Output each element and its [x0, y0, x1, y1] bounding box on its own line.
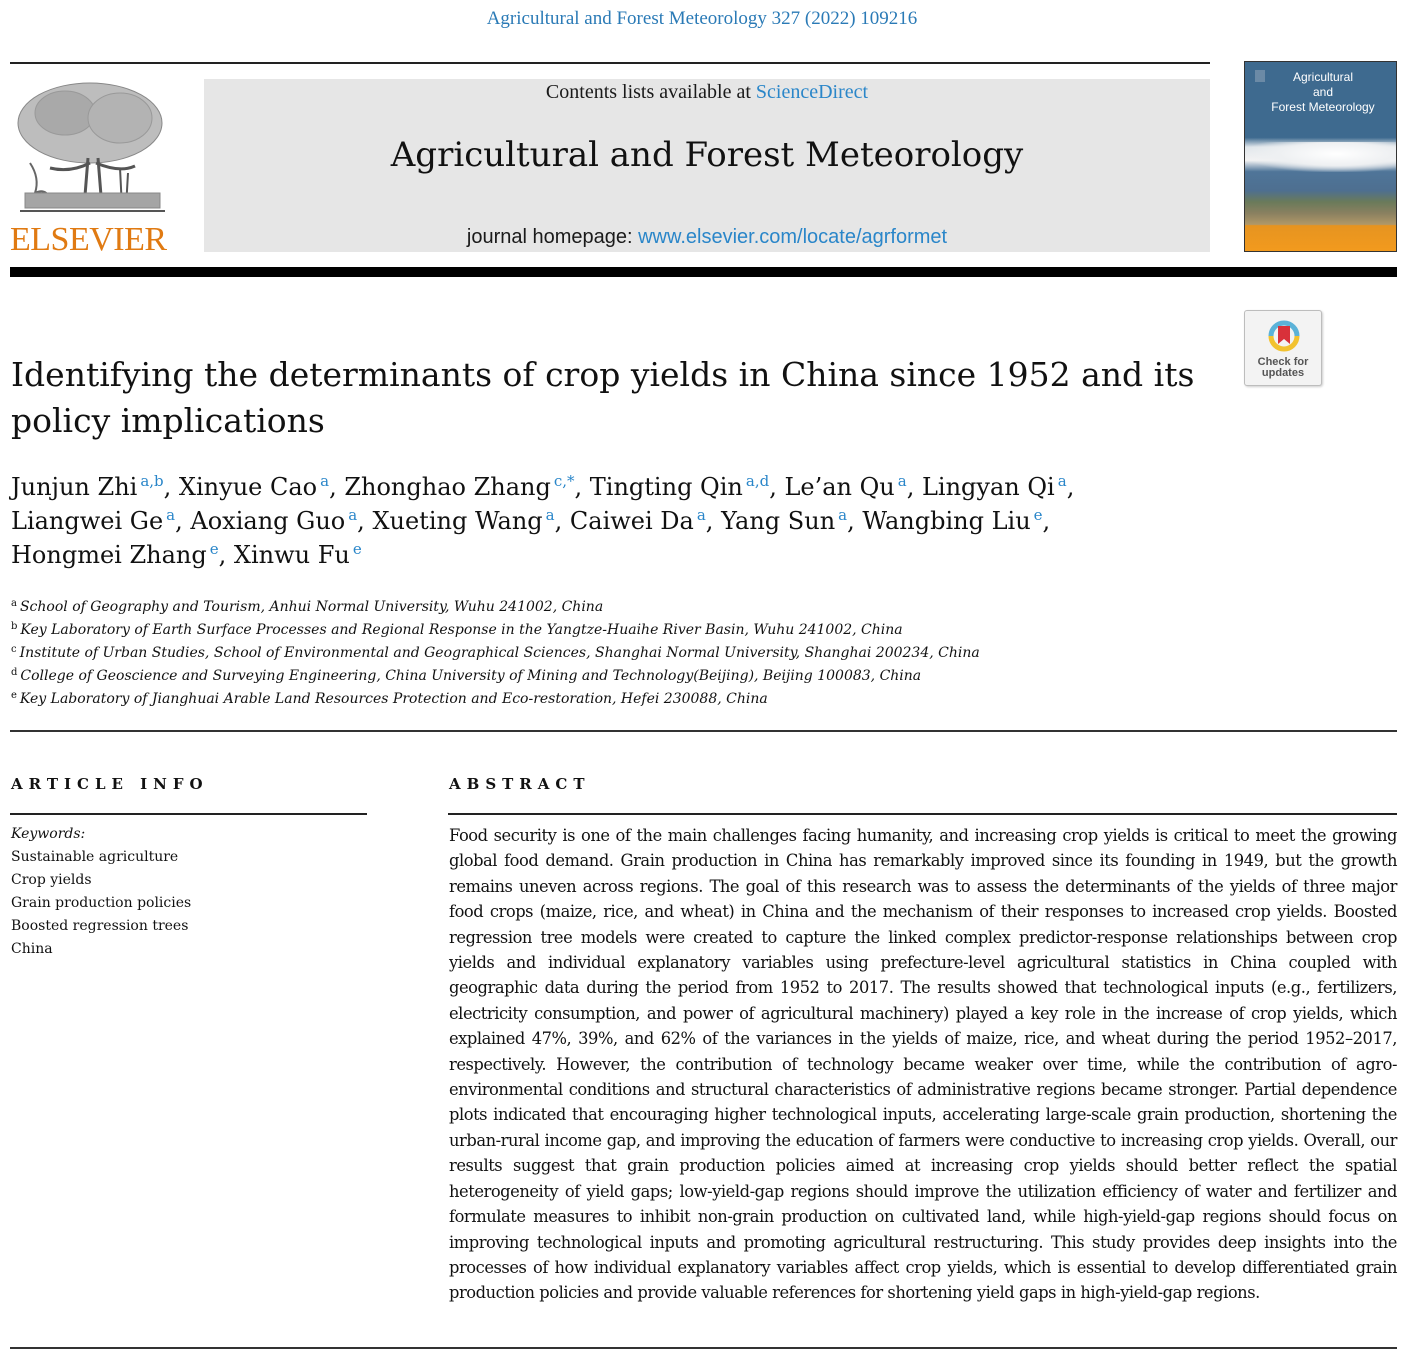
- author-line: Hongmei Zhang $^e$, Xinwu Fu $^e$: [11, 540, 362, 569]
- affiliation-marker[interactable]: e: [352, 540, 362, 558]
- affiliation-marker[interactable]: e: [209, 540, 219, 558]
- affiliation-marker[interactable]: c,*: [553, 472, 575, 490]
- journal-name: Agricultural and Forest Meteorology: [390, 135, 1024, 175]
- affiliation-marker[interactable]: e: [1033, 506, 1043, 524]
- author[interactable]: Wangbing Liu $^e$: [862, 506, 1043, 535]
- author[interactable]: Xueting Wang $^a$: [372, 506, 555, 535]
- author[interactable]: Yang Sun $^a$: [721, 506, 848, 535]
- affiliation-marker[interactable]: a: [696, 506, 706, 524]
- homepage-line: [204, 226, 1210, 249]
- cover-title-line: and: [1312, 85, 1334, 99]
- affiliation-item: $^c$ Institute of Urban Studies, School of Environmental and Geographical Sciences, Shanghai Normal University, Shanghai 200234, China: [11, 644, 980, 661]
- abstract-text: Food security is one of the main challenges facing humanity, and increasing crop yields is critical to meet the growing global food demand. Grain production in China has remarkably improved since its founding in 1949, but the growth remains uneven across regions. The goal of this research was to assess the determinants of the yields of three major food crops (maize, rice, and wheat) in China and the mechanism of their responses to increased crop yields. Boosted regression tree models were created to capture the linked complex predictor-response relationships between crop yields and individual explanatory variables using prefecture-level agricultural statistics in China coupled with geographic data during the period from 1952 to 2017. The results showed that technological inputs (e.g., fertilizers, electricity consumption, and power of agricultural machinery) played a key role in the increase of crop yields, which explained 47%, 39%, and 62% of the variances in the yields of maize, rice, and wheat during the period 1952–2017, respectively. However, the contribution of technology became weaker over time, while the contribution of agro-environmental conditions and structural characteristics of administrative regions became stronger. Partial dependence plots indicated that encouraging higher technological inputs, accelerating large-scale grain production, shortening the urban-rural income gap, and improving the education of farmers were conductive to increasing crop yields. Overall, our results suggest that grain production policies aimed at increasing crop yields should better reflect the spatial heterogeneity of yield gaps; low-yield-gap regions should improve the utilization efficiency of water and fertilizer and formulate measures to inhibit non-grain production on cultivated land, while high-yield-gap regions should focus on improving technological inputs and promoting agricultural restructuring. This study provides deep insights into the processes of how individual explanatory variables affect crop yields, which is essential to develop differentiated grain production policies and provide valuable references for shortening yield gaps in high-yield-gap regions.: [449, 826, 1397, 1303]
- cover-title-line: Forest Meteorology: [1271, 100, 1375, 114]
- title-line: policy implications: [11, 401, 325, 440]
- article-title: [11, 352, 1211, 444]
- elsevier-tree-icon: [10, 78, 168, 218]
- author[interactable]: Aoxiang Guo $^a$: [190, 506, 358, 535]
- elsevier-logo[interactable]: [10, 78, 170, 258]
- author[interactable]: Hongmei Zhang $^e$: [11, 540, 219, 569]
- keyword: Sustainable agriculture: [11, 849, 179, 865]
- section-divider: [10, 730, 1397, 732]
- author[interactable]: Liangwei Ge $^a$: [11, 506, 176, 535]
- abstract-heading: ABSTRACT: [449, 775, 591, 793]
- affiliation-marker[interactable]: a: [166, 506, 176, 524]
- elsevier-wordmark: ELSEVIER: [10, 221, 167, 258]
- affiliation-marker[interactable]: a,d: [745, 472, 770, 490]
- affiliation-marker[interactable]: a: [1057, 472, 1067, 490]
- author[interactable]: Junjun Zhi $^{a,b}$: [11, 472, 164, 501]
- author[interactable]: Lingyan Qi $^a$: [921, 472, 1067, 501]
- cfu-line: Check for: [1257, 356, 1309, 368]
- author[interactable]: Tingting Qin $^{a,d}$: [589, 472, 770, 501]
- affiliation-item: $^d$ College of Geoscience and Surveying Engineering, China University of Mining and Technology(Beijing), Beijing 100083, China: [11, 667, 922, 684]
- check-for-updates-icon: [1265, 317, 1303, 355]
- masthead-divider: [10, 267, 1397, 277]
- check-for-updates-label: [1245, 357, 1321, 379]
- keyword: Boosted regression trees: [11, 918, 189, 934]
- author[interactable]: Zhonghao Zhang $^{c,*}$: [344, 472, 575, 501]
- journal-cover-image[interactable]: [1244, 61, 1397, 252]
- sciencedirect-link[interactable]: ScienceDirect: [755, 81, 869, 103]
- affiliation-marker[interactable]: a: [838, 506, 848, 524]
- affiliation-marker[interactable]: a: [545, 506, 555, 524]
- cfu-line: updates: [1261, 367, 1305, 379]
- affiliation-list: [11, 596, 1211, 711]
- keyword: Grain production policies: [11, 895, 192, 911]
- running-header-citation[interactable]: Agricultural and Forest Meteorology 327 (2022) 109216: [486, 8, 918, 29]
- author-line: Liangwei Ge $^a$, Aoxiang Guo $^a$, Xueting Wang $^a$, Caiwei Da $^a$, Yang Sun $^a$, Wangbing Liu $^e$,: [11, 506, 1051, 535]
- title-line: Identifying the determinants of crop yields in China since 1952 and its: [11, 355, 1195, 394]
- contents-prefix: Contents lists available at: [545, 81, 756, 103]
- homepage-prefix: journal homepage:: [466, 226, 639, 248]
- cover-cloud-graphic: [1247, 142, 1396, 172]
- check-for-updates-button[interactable]: [1244, 310, 1322, 386]
- affiliation-marker[interactable]: a: [897, 472, 907, 490]
- author[interactable]: Xinwu Fu $^e$: [233, 540, 362, 569]
- author-list: [11, 470, 1211, 572]
- author[interactable]: Le’an Qu $^a$: [784, 472, 907, 501]
- keyword: China: [11, 941, 53, 957]
- affiliation-item: $^e$ Key Laboratory of Jianghuai Arable Land Resources Protection and Eco-restoration, Hefei 230088, China: [11, 690, 768, 707]
- article-info-divider: [10, 813, 367, 815]
- affiliation-marker[interactable]: a: [348, 506, 358, 524]
- contents-line: [204, 81, 1210, 104]
- journal-homepage-link[interactable]: www.elsevier.com/locate/agrformet: [638, 226, 948, 248]
- affiliation-marker[interactable]: a,b: [140, 472, 164, 490]
- journal-masthead: [204, 79, 1210, 252]
- top-divider: [10, 62, 1210, 64]
- keyword: Crop yields: [11, 872, 92, 888]
- affiliation-item: $^b$ Key Laboratory of Earth Surface Processes and Regional Response in the Yangtze-Huaihe River Basin, Wuhu 241002, China: [11, 621, 903, 638]
- keywords-label: Keywords:: [11, 826, 86, 842]
- affiliation-item: $^a$ School of Geography and Tourism, Anhui Normal University, Wuhu 241002, China: [11, 598, 604, 615]
- author[interactable]: Caiwei Da $^a$: [569, 506, 706, 535]
- cover-title: [1253, 70, 1393, 115]
- cover-title-line: Agricultural: [1292, 70, 1354, 84]
- author-line: Junjun Zhi $^{a,b}$, Xinyue Cao $^a$, Zhonghao Zhang $^{c,*}$, Tingting Qin $^{a,d}$, Le’an Qu $^a$, Lingyan Qi $^a$,: [11, 472, 1075, 501]
- affiliation-marker[interactable]: a: [320, 472, 330, 490]
- author[interactable]: Xinyue Cao $^a$: [178, 472, 330, 501]
- abstract-divider: [448, 813, 1397, 815]
- bottom-divider: [10, 1347, 1397, 1349]
- keywords-list: [11, 823, 368, 961]
- article-info-heading: ARTICLE INFO: [11, 775, 209, 793]
